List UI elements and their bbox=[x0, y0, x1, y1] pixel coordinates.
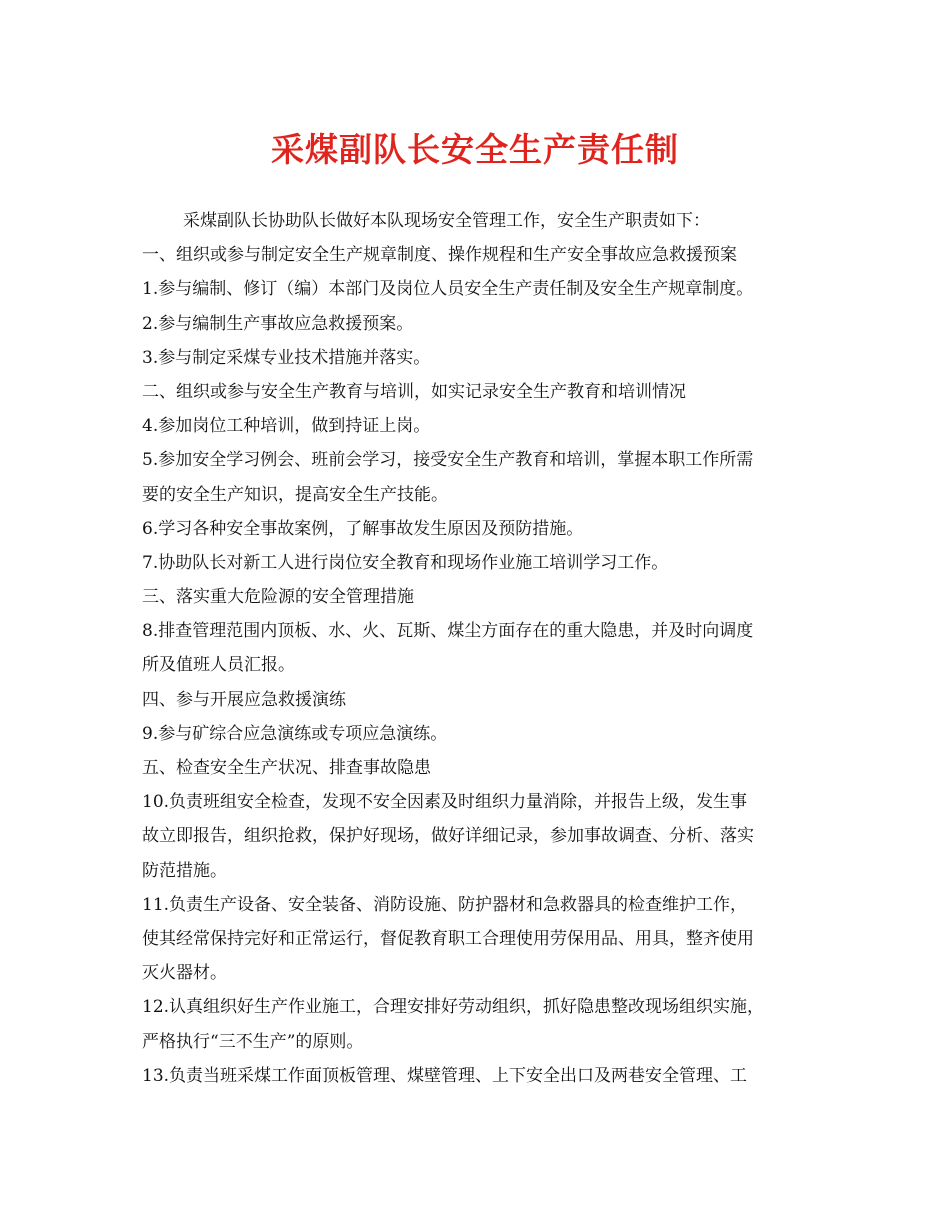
document-body bbox=[142, 204, 832, 1093]
intro-paragraph: 采煤副队长协助队长做好本队现场安全管理工作，安全生产职责如下： bbox=[183, 211, 710, 231]
section-heading-1: 一、组织或参与制定安全生产规章制度、操作规程和生产安全事故应急救援预案 bbox=[142, 245, 737, 266]
list-item-9: 9.参与矿综合应急演练或专项应急演练。 bbox=[142, 723, 448, 744]
section-heading-3: 三、落实重大危险源的安全管理措施 bbox=[142, 587, 414, 608]
list-item-3: 3.参与制定采煤专业技术措施并落实。 bbox=[142, 347, 431, 368]
list-item-12: 12.认真组织好生产作业施工，合理安排好劳动组织，抓好隐患整改现场组织实施， bbox=[142, 997, 765, 1018]
list-item-10-continued-2: 防范措施。 bbox=[142, 860, 227, 881]
list-item-4: 4.参加岗位工种培训，做到持证上岗。 bbox=[142, 416, 431, 437]
list-item-8-continued: 所及值班人员汇报。 bbox=[142, 655, 295, 676]
list-item-2: 2.参与编制生产事故应急救援预案。 bbox=[142, 313, 414, 334]
list-item-5: 5.参加安全学习例会、班前会学习，接受安全生产教育和培训，掌握本职工作所需 bbox=[142, 450, 754, 471]
section-heading-5: 五、检查安全生产状况、排查事故隐患 bbox=[142, 758, 431, 778]
list-item-11-continued: 使其经常保持完好和正常运行，督促教育职工合理使用劳保用品、用具，整齐使用 bbox=[142, 928, 754, 949]
list-item-8: 8.排查管理范围内顶板、水、火、瓦斯、煤尘方面存在的重大隐患，并及时向调度 bbox=[142, 621, 754, 642]
list-item-5-continued: 要的安全生产知识，提高安全生产技能。 bbox=[142, 484, 448, 505]
list-item-11: 11.负责生产设备、安全装备、消防设施、防护器材和急救器具的检查维护工作， bbox=[142, 894, 748, 915]
list-item-11-continued-2: 灭火器材。 bbox=[142, 963, 227, 984]
list-item-7: 7.协助队长对新工人进行岗位安全教育和现场作业施工培训学习工作。 bbox=[142, 552, 669, 573]
list-item-6: 6.学习各种安全事故案例，了解事故发生原因及预防措施。 bbox=[142, 518, 584, 539]
list-item-10-continued: 故立即报告，组织抢救，保护好现场，做好详细记录，参加事故调查、分析、落实 bbox=[142, 826, 754, 847]
list-item-12-continued: 严格执行“三不生产”的原则。 bbox=[142, 1031, 364, 1052]
section-heading-2: 二、组织或参与安全生产教育与培训，如实记录安全生产教育和培训情况 bbox=[142, 381, 686, 402]
list-item-1: 1.参与编制、修订（编）本部门及岗位人员安全生产责任制及安全生产规章制度。 bbox=[142, 279, 754, 300]
section-heading-4: 四、参与开展应急救援演练 bbox=[142, 689, 346, 710]
list-item-10: 10.负责班组安全检查，发现不安全因素及时组织力量消除，并报告上级，发生事 bbox=[142, 792, 748, 813]
document-title: 采煤副队长安全生产责任制 bbox=[271, 130, 679, 169]
list-item-13: 13.负责当班采煤工作面顶板管理、煤壁管理、上下安全出口及两巷安全管理、工 bbox=[142, 1065, 748, 1086]
